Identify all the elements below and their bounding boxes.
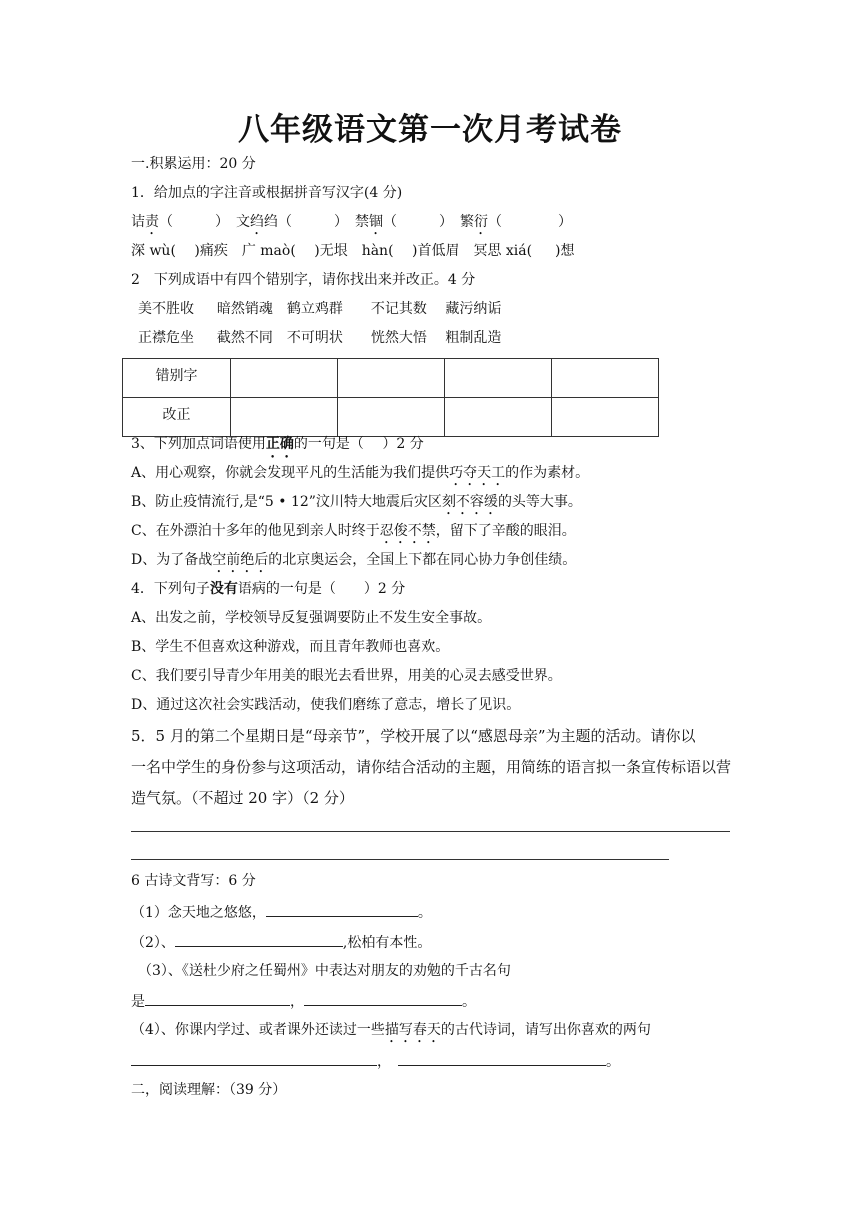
blank-line[interactable]	[145, 990, 290, 1006]
table-cell[interactable]	[338, 359, 445, 398]
q4-option-c: C、我们要引导青少年用美的眼光去看世界，用美的心灵去感受世界。	[131, 668, 562, 684]
table-cell[interactable]	[552, 359, 659, 398]
q1-row2: 深 wù( )痛疾 广 maò( )无垠 hàn( )首低眉 冥思 xiá( )想	[131, 243, 575, 259]
q4-option-a: A、出发之前，学校领导反复强调要防止不发生安全事故。	[131, 610, 492, 626]
blank-line[interactable]	[304, 990, 462, 1006]
table-cell[interactable]	[445, 359, 552, 398]
q6-item4-line2: ， 。	[131, 1050, 620, 1072]
blank-line[interactable]	[266, 901, 418, 917]
section1-heading: 一.积累运用：20 分	[131, 156, 256, 172]
table-label-wrong: 错别字	[123, 359, 231, 398]
q4-stem: 4．下列句子没有语病的一句是（ ）2 分	[131, 581, 406, 597]
q5-line2: 一名中学生的身份参与这项活动，请你结合活动的主题，用简练的语言拟一条宣传标语以营	[131, 758, 732, 776]
q2-stem: 2 下列成语中有四个错别字，请你找出来并改正。4 分	[131, 272, 476, 288]
table-cell[interactable]	[445, 398, 552, 437]
table-cell[interactable]	[338, 398, 445, 437]
q3-option-c: C、在外漂泊十多年的他见到亲人时终于忍俊不禁，留下了辛酸的眼泪。	[131, 523, 576, 539]
q6-item2: （2）、 ,松柏有本性。	[131, 931, 431, 953]
q4-option-d: D、通过这次社会实践活动，使我们磨练了意志，增长了见识。	[131, 697, 521, 713]
table-label-correct: 改正	[123, 398, 231, 437]
answer-line[interactable]	[131, 859, 669, 860]
table-cell[interactable]	[552, 398, 659, 437]
table-cell[interactable]	[231, 398, 338, 437]
section2-heading: 二，阅读理解：（39 分）	[131, 1082, 287, 1098]
q4-option-b: B、学生不但喜欢这种游戏，而且青年教师也喜欢。	[131, 639, 450, 655]
blank-line[interactable]	[398, 1050, 606, 1066]
q1-stem: 1．给加点的字注音或根据拼音写汉字(4 分)	[131, 185, 403, 201]
answer-line[interactable]	[131, 831, 730, 832]
q6-heading: 6 古诗文背写：6 分	[131, 873, 256, 889]
q2-idioms-row1: 美不胜收 暗然销魂 鹤立鸡群 不记其数 藏污纳诟	[138, 301, 502, 317]
table-cell[interactable]	[231, 359, 338, 398]
q3-stem: 3、下列加点词语使用正确的一句是（ ）2 分	[131, 436, 424, 452]
q5-line1: 5．5 月的第二个星期日是“母亲节”，学校开展了以“感恩母亲”为主题的活动。请你以	[131, 727, 696, 745]
correction-table	[122, 358, 659, 437]
q3-option-d: D、为了备战空前绝后的北京奥运会，全国上下都在同心协力争创佳绩。	[131, 552, 577, 568]
blank-line[interactable]	[131, 1050, 377, 1066]
q6-item4-line1: （4）、你课内学过、或者课外还读过一些描写春天的古代诗词，请写出你喜欢的两句	[131, 1022, 651, 1038]
q6-item1: （1）念天地之悠悠， 。	[131, 901, 432, 923]
q6-item3-line2: 是 ， 。	[131, 990, 476, 1012]
q1-row1: 诘责（ ） 文绉绉（ ） 禁锢（ ） 繁衍（ ）	[131, 214, 572, 230]
q3-option-a: A、用心观察，你就会发现平凡的生活能为我们提供巧夺天工的作为素材。	[131, 465, 590, 481]
blank-line[interactable]	[175, 931, 343, 947]
q6-item3-line1: （3）、《送杜少府之任蜀州》中表达对朋友的劝勉的千古名句	[138, 963, 511, 979]
page-title: 八年级语文第一次月考试卷	[238, 112, 622, 148]
q2-idioms-row2: 正襟危坐 截然不同 不可明状 恍然大悟 粗制乱造	[138, 330, 502, 346]
q3-option-b: B、防止疫情流行,是“5 • 12”汶川特大地震后灾区刻不容缓的头等大事。	[131, 494, 582, 510]
q5-line3: 造气氛。（不超过 20 字）（2 分）	[131, 789, 354, 807]
